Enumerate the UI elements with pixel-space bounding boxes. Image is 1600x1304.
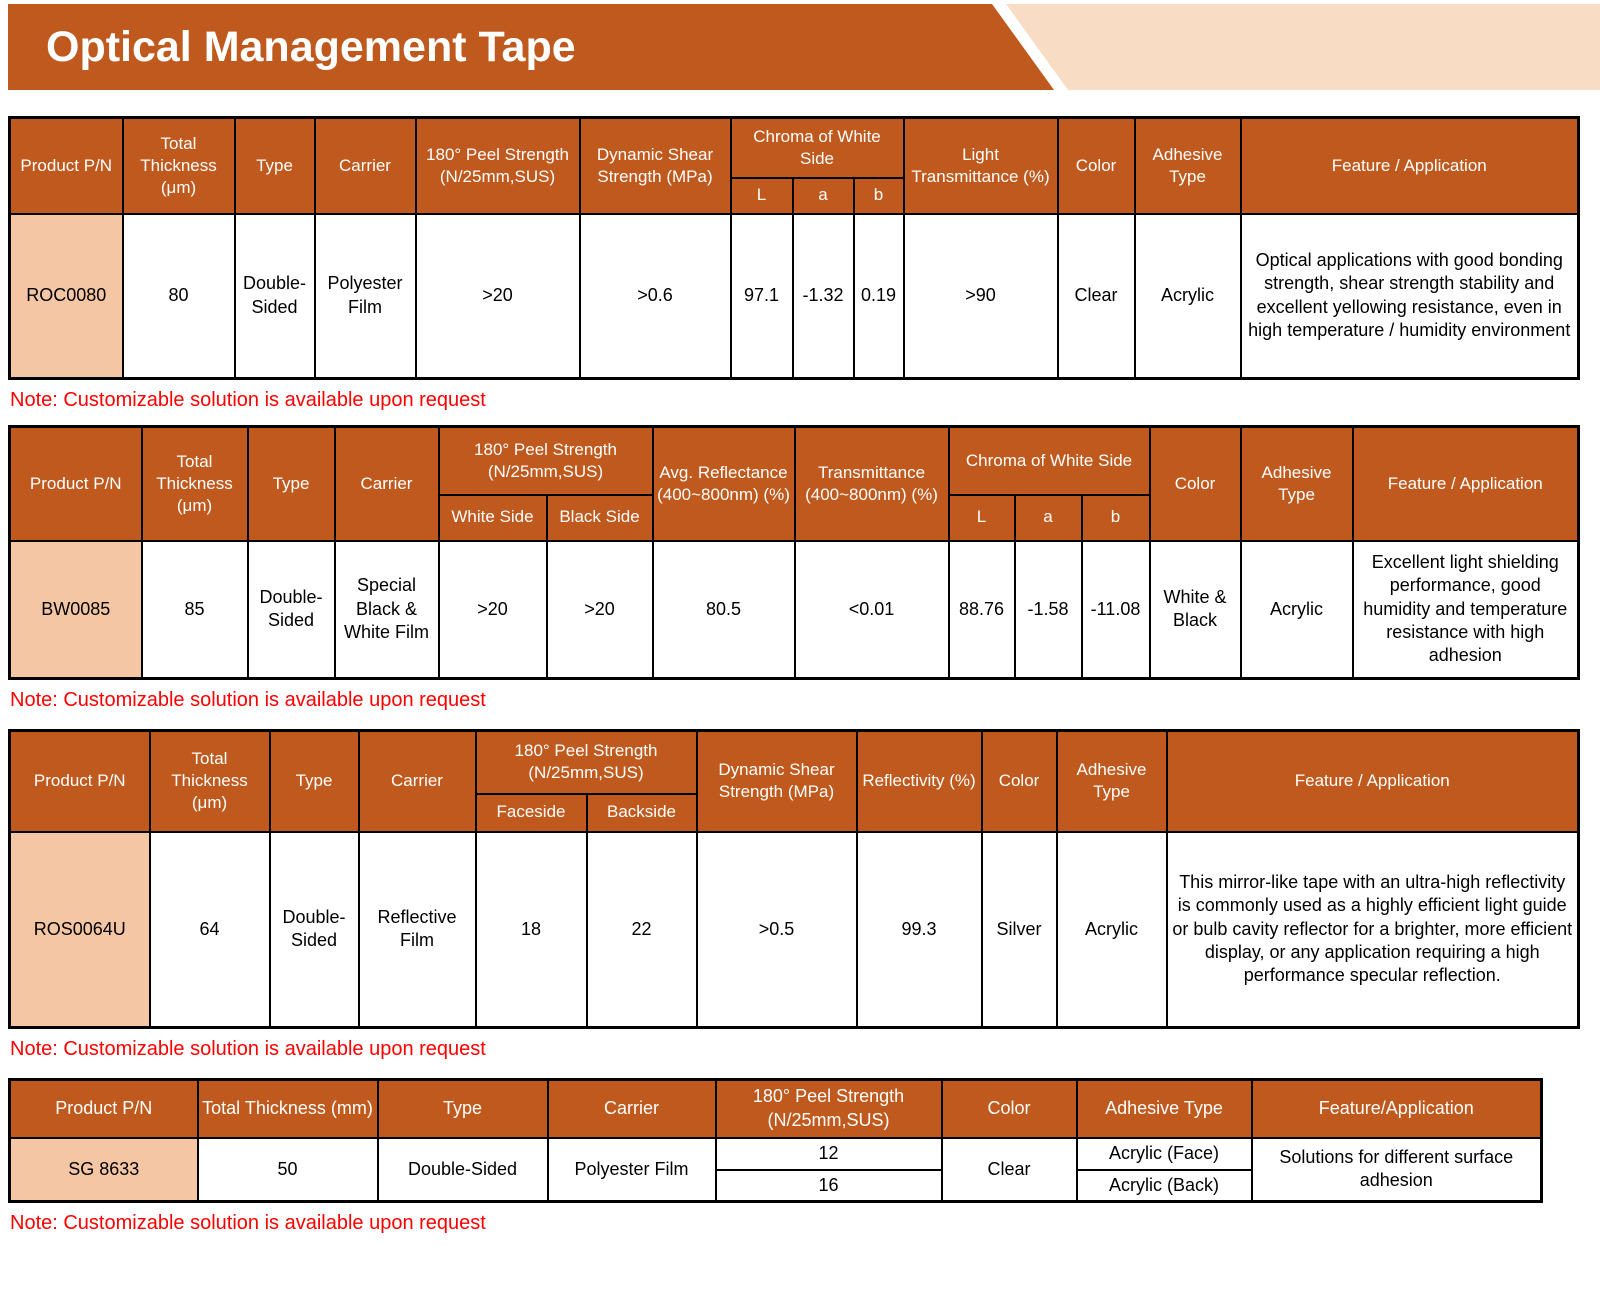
t4-product-row-face xyxy=(10,1138,1542,1170)
t1-cell-chroma-a: -1.32 xyxy=(793,214,854,379)
t1-cell-transmittance: >90 xyxy=(904,214,1058,379)
t3-cell-shear: >0.5 xyxy=(697,832,857,1028)
t2-header-transmittance: Transmittance (400~800nm) (%) xyxy=(795,427,949,541)
t2-header-chroma-b: b xyxy=(1082,495,1150,541)
t3-header-carrier: Carrier xyxy=(359,731,476,832)
t4-cell-color: Clear xyxy=(942,1138,1077,1202)
t3-header-product-pn: Product P/N xyxy=(10,731,150,832)
t1-cell-adhesive: Acrylic xyxy=(1135,214,1241,379)
t1-header-chroma-l: L xyxy=(731,178,793,214)
t3-header-adhesive-type: Adhesive Type xyxy=(1057,731,1167,832)
t3-cell-thickness: 64 xyxy=(150,832,270,1028)
t2-cell-color: White & Black xyxy=(1150,541,1241,679)
t4-header-adhesive-type: Adhesive Type xyxy=(1077,1080,1252,1138)
t1-product-row xyxy=(10,214,1579,379)
t1-cell-carrier: Polyester Film xyxy=(315,214,416,379)
t3-cell-type: Double-Sided xyxy=(270,832,359,1028)
t3-header-reflectivity: Reflectivity (%) xyxy=(857,731,982,832)
note-customizable-1: Note: Customizable solution is available upon request xyxy=(10,389,486,411)
t1-header-chroma-group: Chroma of White Side xyxy=(731,118,904,178)
t2-header-white-side: White Side xyxy=(439,495,547,541)
t1-cell-chroma-l: 97.1 xyxy=(731,214,793,379)
title-banner xyxy=(8,4,1600,90)
t3-header-peel-group: 180° Peel Strength (N/25mm,SUS) xyxy=(476,731,697,794)
spec-table-sg-tape xyxy=(8,1078,1543,1203)
t4-header-type: Type xyxy=(378,1080,548,1138)
t2-header-black-side: Black Side xyxy=(547,495,653,541)
t1-header-chroma-b: b xyxy=(854,178,904,214)
t2-cell-adhesive: Acrylic xyxy=(1241,541,1353,679)
t1-header-peel-strength: 180° Peel Strength (N/25mm,SUS) xyxy=(416,118,580,214)
t2-header-avg-reflectance: Avg. Reflectance (400~800nm) (%) xyxy=(653,427,795,541)
t1-cell-product-pn: ROC0080 xyxy=(10,214,123,379)
t2-header-feature-application: Feature / Application xyxy=(1353,427,1579,541)
spec-table-optical-clear-tape xyxy=(8,116,1580,380)
t3-cell-adhesive: Acrylic xyxy=(1057,832,1167,1028)
t2-cell-chroma-l: 88.76 xyxy=(949,541,1015,679)
t2-header-product-pn: Product P/N xyxy=(10,427,142,541)
t1-header-chroma-a: a xyxy=(793,178,854,214)
t2-header-chroma-a: a xyxy=(1015,495,1082,541)
t1-header-product-pn: Product P/N xyxy=(10,118,123,214)
t2-cell-product-pn: BW0085 xyxy=(10,541,142,679)
t4-cell-adhesive-face: Acrylic (Face) xyxy=(1077,1138,1252,1170)
t3-header-dynamic-shear: Dynamic Shear Strength (MPa) xyxy=(697,731,857,832)
t2-cell-peel-white: >20 xyxy=(439,541,547,679)
t3-cell-peel-back: 22 xyxy=(587,832,697,1028)
t3-product-row xyxy=(10,832,1579,1028)
t2-cell-chroma-b: -11.08 xyxy=(1082,541,1150,679)
note-customizable-4: Note: Customizable solution is available upon request xyxy=(10,1212,486,1234)
note-customizable-3: Note: Customizable solution is available upon request xyxy=(10,1038,486,1060)
t2-product-row xyxy=(10,541,1579,679)
t4-cell-type: Double-Sided xyxy=(378,1138,548,1202)
t2-header-chroma-l: L xyxy=(949,495,1015,541)
t2-cell-type: Double-Sided xyxy=(248,541,335,679)
t3-cell-carrier: Reflective Film xyxy=(359,832,476,1028)
t2-header-chroma-group: Chroma of White Side xyxy=(949,427,1150,495)
t2-cell-chroma-a: -1.58 xyxy=(1015,541,1082,679)
t4-header-color: Color xyxy=(942,1080,1077,1138)
t2-cell-transmittance: <0.01 xyxy=(795,541,949,679)
t1-cell-chroma-b: 0.19 xyxy=(854,214,904,379)
t1-cell-thickness: 80 xyxy=(123,214,235,379)
t3-cell-product-pn: ROS0064U xyxy=(10,832,150,1028)
t2-cell-peel-black: >20 xyxy=(547,541,653,679)
t3-header-faceside: Faceside xyxy=(476,794,587,832)
spec-table-reflective-tape xyxy=(8,729,1580,1029)
t2-header-peel-group: 180° Peel Strength (N/25mm,SUS) xyxy=(439,427,653,495)
t1-cell-peel: >20 xyxy=(416,214,580,379)
t1-header-color: Color xyxy=(1058,118,1135,214)
t4-header-product-pn: Product P/N xyxy=(10,1080,198,1138)
t4-cell-carrier: Polyester Film xyxy=(548,1138,716,1202)
page-title: Optical Management Tape xyxy=(46,23,576,71)
t4-cell-peel-back: 16 xyxy=(716,1170,942,1202)
t3-header-backside: Backside xyxy=(587,794,697,832)
t4-cell-feature: Solutions for different surface adhesion xyxy=(1252,1138,1542,1202)
t4-header-carrier: Carrier xyxy=(548,1080,716,1138)
t4-header-feature-application: Feature/Application xyxy=(1252,1080,1542,1138)
t3-header-total-thickness: Total Thickness (μm) xyxy=(150,731,270,832)
t3-cell-reflectivity: 99.3 xyxy=(857,832,982,1028)
t1-header-light-transmittance: Light Transmittance (%) xyxy=(904,118,1058,214)
t3-header-type: Type xyxy=(270,731,359,832)
t3-header-color: Color xyxy=(982,731,1057,832)
t1-cell-type: Double-Sided xyxy=(235,214,315,379)
t3-header-feature-application: Feature / Application xyxy=(1167,731,1579,832)
t3-cell-feature: This mirror-like tape with an ultra-high reflectivity is commonly used as a highly efficient light guide or bulb cavity reflector for a brighter, more efficient display, or any application requiring a high performance specular reflection. xyxy=(1167,832,1579,1028)
t1-header-feature-application: Feature / Application xyxy=(1241,118,1579,214)
t4-cell-adhesive-back: Acrylic (Back) xyxy=(1077,1170,1252,1202)
t3-cell-color: Silver xyxy=(982,832,1057,1028)
t4-header-peel-strength: 180° Peel Strength (N/25mm,SUS) xyxy=(716,1080,942,1138)
note-customizable-2: Note: Customizable solution is available upon request xyxy=(10,689,486,711)
t1-header-dynamic-shear: Dynamic Shear Strength (MPa) xyxy=(580,118,731,214)
t2-cell-thickness: 85 xyxy=(142,541,248,679)
t2-header-carrier: Carrier xyxy=(335,427,439,541)
t2-cell-carrier: Special Black & White Film xyxy=(335,541,439,679)
t2-cell-feature: Excellent light shielding performance, good humidity and temperature resistance with high adhesion xyxy=(1353,541,1579,679)
t1-cell-feature: Optical applications with good bonding strength, shear strength stability and excellent yellowing resistance, even in high temperature / humidity environment xyxy=(1241,214,1579,379)
t2-header-type: Type xyxy=(248,427,335,541)
t2-header-total-thickness: Total Thickness (μm) xyxy=(142,427,248,541)
t2-header-color: Color xyxy=(1150,427,1241,541)
t4-cell-product-pn: SG 8633 xyxy=(10,1138,198,1202)
t1-header-total-thickness: Total Thickness (μm) xyxy=(123,118,235,214)
t4-header-total-thickness: Total Thickness (mm) xyxy=(198,1080,378,1138)
t1-cell-shear: >0.6 xyxy=(580,214,731,379)
t2-header-adhesive-type: Adhesive Type xyxy=(1241,427,1353,541)
t3-cell-peel-face: 18 xyxy=(476,832,587,1028)
t2-cell-reflectance: 80.5 xyxy=(653,541,795,679)
t4-cell-peel-face: 12 xyxy=(716,1138,942,1170)
t1-header-carrier: Carrier xyxy=(315,118,416,214)
t1-cell-color: Clear xyxy=(1058,214,1135,379)
t4-cell-thickness: 50 xyxy=(198,1138,378,1202)
t1-header-type: Type xyxy=(235,118,315,214)
spec-table-black-white-tape xyxy=(8,425,1580,680)
t1-header-adhesive-type: Adhesive Type xyxy=(1135,118,1241,214)
